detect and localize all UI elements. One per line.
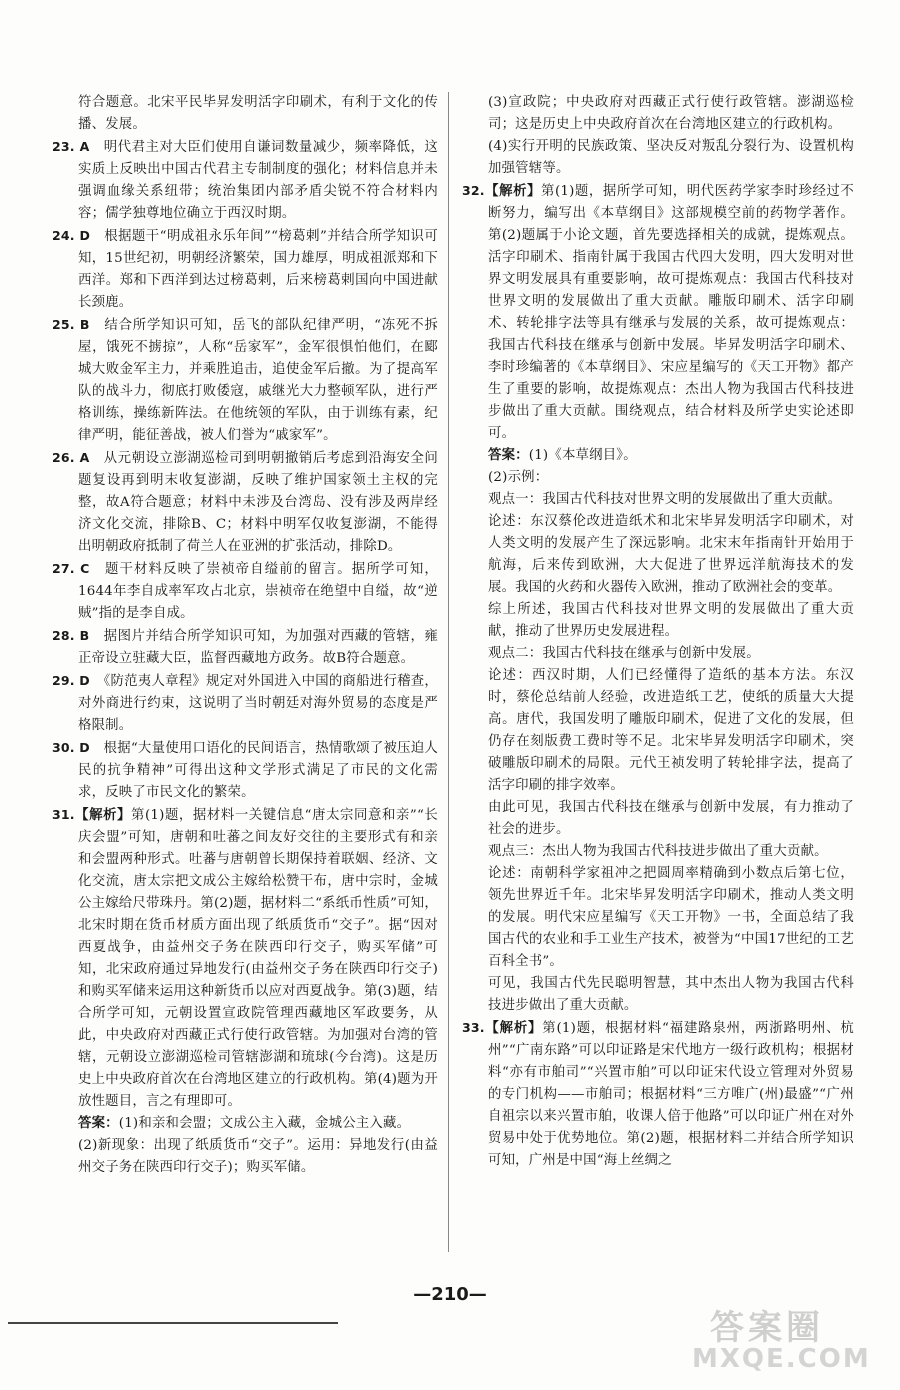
answer-item-31 bbox=[52, 804, 438, 1113]
paragraph: 符合题意。北宋平民毕昇发明活字印刷术，有利于文化的传播、发展。 bbox=[78, 95, 438, 132]
answer-item-29 bbox=[52, 670, 438, 737]
answer-item-30 bbox=[52, 737, 438, 804]
answer-label: 答案： bbox=[78, 1116, 119, 1131]
explanation-text: 第(1)题，根据材料“福建路泉州，两浙路明州、杭州”“广南东路”可以印证路是宋代地方一级行政机构；根据材料“亦有市舶司”“兴置市舶”可以印证宋代设立管理对外贸易的专门机构——市舶司；根据材料“三方唯广(州)最盛”“广州自祖宗以来兴置市舶，收课人倍于他路”可以印证广州在对外贸易中处于优势地位。第(2)题，根据材料二并结合所学知识可知，广州是中国“海上丝绸之 bbox=[488, 1021, 854, 1168]
bottom-rule bbox=[8, 1322, 338, 1324]
right-column bbox=[462, 92, 854, 1172]
viewpoint-summary: 可见，我国古代先民聪明智慧，其中杰出人物为我国古代科技进步做出了重大贡献。 bbox=[488, 976, 854, 1013]
explanation-text: 明代君主对大臣们使用自谦词数量减少，频率降低，这实质上反映出中国古代君主专制制度的强化；材料信息并未强调血缘关系纽带；统治集团内部矛盾尖锐不符合材料内容；儒学独尊地位确立于西汉时期。 bbox=[78, 140, 438, 221]
answer-item-28 bbox=[52, 625, 438, 670]
explanation-text: 《防范夷人章程》规定对外国进入中国的商船进行稽查，对外商进行约束，这说明了当时朝廷对海外贸易的态度是严格限制。 bbox=[78, 674, 438, 733]
explanation-text: 第(1)题，据材料一关键信息“唐太宗同意和亲”“长庆会盟”可知，唐朝和吐蕃之间友好交往的主要形式有和亲和会盟两种形式。吐蕃与唐朝曾长期保持着联姻、经济、文化交流，唐太宗把文成公主嫁给松赞干布，唐中宗时，金城公主嫁给尺带珠丹。第(2)题，据材料二“系纸币性质”可知，北宋时期在货币材质方面出现了纸质货币“交子”。据“因对西夏战争，由益州交子务在陕西印行交子，购买军储”可知，北宋政府通过异地发行(由益州交子务在陕西印行交子)和购买军储来运用这种新货币以应对西夏战争。第(3)题，结合所学可知，元朝设置宣政院管理西藏地区军政要务，从此，中央政府对西藏正式行使行政管辖。为加强对台湾的管辖，元朝设立澎湖巡检司管辖澎湖和琉球(今台湾)。这是历史上中央政府首次在台湾地区建立的行政机构。第(4)题为开放性题目，言之有理即可。 bbox=[78, 808, 438, 1109]
item-number: 32. bbox=[462, 183, 485, 198]
analysis-tag: 【解析】 bbox=[484, 1021, 543, 1036]
explanation-text: 从元朝设立澎湖巡检司到明朝撤销后考虑到沿海安全问题复设再到明末收复澎湖，反映了维护国家领土主权的完整，故A符合题意；材料中未涉及台湾岛、没有涉及两岸经济文化交流，排除B、C；材料中明军仅收复澎湖，不能得出明朝政府抵制了荷兰人在亚洲的扩张活动，排除D。 bbox=[78, 451, 438, 554]
answer-label: 答案： bbox=[488, 448, 529, 463]
item-number: 28. bbox=[52, 628, 75, 643]
answer-letter: B bbox=[79, 317, 90, 332]
explanation-text: 根据“大量使用口语化的民间语言，热情歌颂了被压迫人民的抗争精神”可得出这种文学形式满足了市民的文化需求，反映了市民文化的繁荣。 bbox=[78, 741, 438, 800]
answer-line bbox=[52, 1113, 438, 1135]
viewpoint-argument: 论述：南朝科学家祖冲之把圆周率精确到小数点后第七位，领先世界近千年。北宋毕昇发明活字印刷术，推动人类文明的发展。明代宋应星编写《天工开物》一书，全面总结了我国古代的农业和手工业生产技术，被誉为“中国17世纪的工艺百科全书”。 bbox=[488, 866, 854, 969]
answer-item-32 bbox=[462, 180, 854, 445]
analysis-tag: 【解析】 bbox=[484, 184, 542, 199]
watermark-logo bbox=[692, 1300, 872, 1380]
answer-line: (2)新现象：出现了纸质货币“交子”。运用：异地发行(由益州交子务在陕西印行交子)；购买军储。 bbox=[78, 1138, 438, 1175]
answer-letter: A bbox=[79, 450, 90, 465]
viewpoint-heading: 观点二：我国古代科技在继承与创新中发展。 bbox=[488, 646, 760, 661]
viewpoint-summary: 由此可见，我国古代科技在继承与创新中发展，有力推动了社会的进步。 bbox=[488, 800, 854, 837]
item-number: 26. bbox=[52, 450, 75, 465]
item-number: 25. bbox=[52, 317, 75, 332]
answer-item-25 bbox=[52, 314, 438, 447]
explanation-text: 结合所学知识可知，岳飞的部队纪律严明，“冻死不拆屋，饿死不掳掠”，人称“岳家军”，金军很惧怕他们，在郾城大败金军主力，并乘胜追击，追使金军后撤。为了提高军队的战斗力，彻底打败倭寇，戚继光大力整顿军队，进行严格训练，操练新阵法。在他统领的军队，由于训练有素，纪律严明，能征善战，被人们誉为“戚家军”。 bbox=[78, 318, 438, 443]
explanation-text: 据图片并结合所学知识可知，为加强对西藏的管辖，雍正帝设立驻藏大臣，监督西藏地方政务。故B符合题意。 bbox=[78, 629, 438, 666]
answer-text: (1)和亲和会盟；文成公主入藏，金城公主入藏。 bbox=[118, 1116, 411, 1131]
answer-letter: D bbox=[79, 228, 91, 243]
left-column bbox=[52, 92, 438, 1179]
analysis-tag: 【解析】 bbox=[74, 808, 132, 823]
answer-item-27 bbox=[52, 558, 438, 625]
explanation-text: 第(1)题，据所学可知，明代医药学家李时珍经过不断努力，编写出《本草纲目》这部规模空前的药物学著作。第(2)题属于小论文题，首先要选择相关的成就，提炼观点。活字印刷术、指南针属于我国古代四大发明，四大发明对世界文明发展具有重要影响，故可提炼观点：我国古代科技对世界文明的发展做出了重大贡献。雕版印刷术、活字印刷术、转轮排字法等具有继承与发展的关系，故可提炼观点：我国古代科技在继承与创新中发展。毕昇发明活字印刷术、李时珍编著的《本草纲目》、宋应星编写的《天工开物》都产生了重要的影响，故提炼观点：杰出人物为我国古代科技进步做出了重大贡献。围绕观点，结合材料及所学史实论述即可。 bbox=[488, 184, 854, 441]
answer-letter: B bbox=[79, 628, 90, 643]
answer-item-23 bbox=[52, 136, 438, 225]
answer-letter: D bbox=[79, 673, 90, 688]
answer-item-26 bbox=[52, 447, 438, 558]
answer-letter: A bbox=[79, 139, 90, 154]
item-number: 24. bbox=[52, 228, 75, 243]
column-divider bbox=[448, 92, 449, 1252]
viewpoint-argument: 论述：西汉时期，人们已经懂得了造纸的基本方法。东汉时，蔡伦总结前人经验，改进造纸工艺，使纸的质量大大提高。唐代，我国发明了雕版印刷术，促进了文化的发展，但仍存在刻版费工费时等不足。北宋毕昇发明活字印刷术，突破雕版印刷术的局限。元代王祯发明了转轮排字法，提高了活字印刷的排字效率。 bbox=[488, 668, 854, 793]
answer-line bbox=[462, 445, 854, 467]
viewpoint-heading: 观点三：杰出人物为我国古代科技进步做出了重大贡献。 bbox=[488, 844, 828, 859]
page-number: —210— bbox=[413, 1284, 487, 1305]
explanation-text: 题干材料反映了崇祯帝自缢前的留言。据所学可知，1644年李自成率军攻占北京，崇祯帝在绝望中自缢，故“逆贼”指的是李自成。 bbox=[78, 562, 438, 621]
viewpoint-argument: 论述：东汉蔡伦改进造纸术和北宋毕昇发明活字印刷术，对人类文明的发展产生了深远影响。北宋末年指南针开始用于航海，后来传到欧洲，大大促进了世界远洋航海技术的发展。我国的火药和火器传入欧洲，推动了欧洲社会的变革。 bbox=[488, 514, 854, 595]
viewpoint-heading: 观点一：我国古代科技对世界文明的发展做出了重大贡献。 bbox=[488, 492, 842, 507]
explanation-text: 根据题干“明成祖永乐年间”“榜葛剌”并结合所学知识可知，15世纪初，明朝经济繁荣，国力雄厚，明成祖派郑和下西洋。郑和下西洋到达过榜葛剌，后来榜葛剌国向中国进献长颈鹿。 bbox=[78, 229, 438, 310]
item-number: 27. bbox=[52, 561, 75, 576]
item-number: 23. bbox=[52, 139, 75, 154]
answer-letter: D bbox=[79, 740, 90, 755]
item-number: 31. bbox=[52, 807, 75, 822]
item-number: 33. bbox=[462, 1020, 485, 1035]
answer-line: (4)实行开明的民族政策、坚决反对叛乱分裂行为、设置机构加强管辖等。 bbox=[488, 139, 854, 176]
answer-letter: C bbox=[80, 561, 90, 576]
item-number: 30. bbox=[52, 740, 75, 755]
watermark-url: MXQE.COM bbox=[692, 1344, 871, 1374]
watermark-text: 答案圈 bbox=[710, 1308, 824, 1348]
answer-line: (3)宣政院；中央政府对西藏正式行使行政管辖。澎湖巡检司；这是历史上中央政府首次在台湾地区建立的行政机构。 bbox=[488, 95, 854, 132]
answer-text: (1)《本草纲目》。 bbox=[528, 448, 637, 463]
answer-line: (2)示例： bbox=[488, 470, 549, 485]
answer-item-24 bbox=[52, 225, 438, 314]
viewpoint-summary: 综上所述，我国古代科技对世界文明的发展做出了重大贡献，推动了世界历史发展进程。 bbox=[488, 602, 854, 639]
item-number: 29. bbox=[52, 673, 75, 688]
answer-item-33 bbox=[462, 1017, 854, 1172]
